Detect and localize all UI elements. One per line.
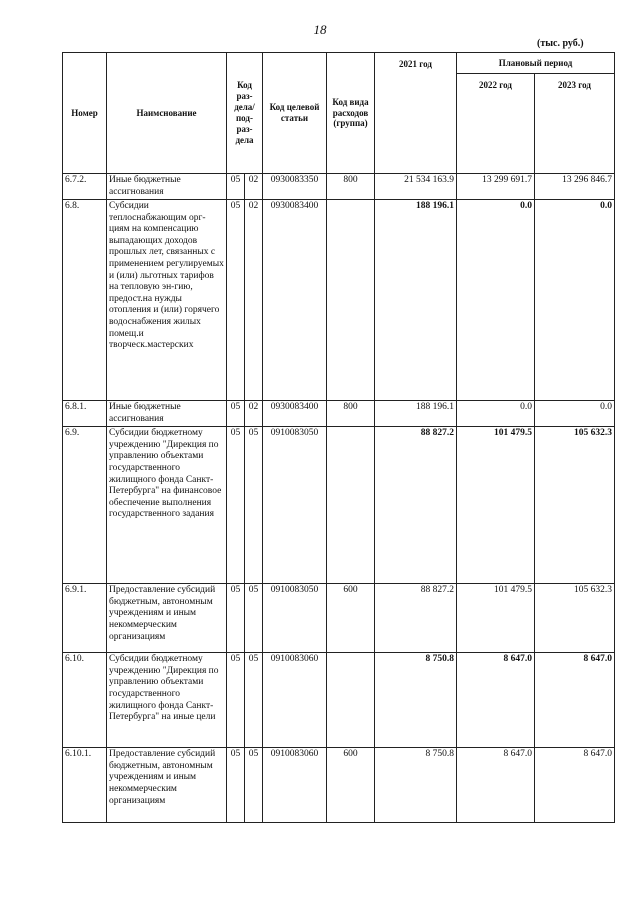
row-2021: 8 750.8 <box>375 653 457 748</box>
row-2023: 8 647.0 <box>535 653 615 748</box>
header-target-code: Код целевой статьи <box>263 53 327 174</box>
row-2022: 8 647.0 <box>457 748 535 823</box>
row-2021: 188 196.1 <box>375 200 457 401</box>
table-row <box>63 174 615 200</box>
row-target-code: 0930083400 <box>263 200 327 401</box>
row-subsection: 05 <box>245 427 263 584</box>
header-number: Номер <box>63 53 107 174</box>
row-2023: 13 296 846.7 <box>535 174 615 200</box>
header-year-2022: 2022 год <box>457 74 535 174</box>
row-name: Иные бюджетные ассигнования <box>107 401 227 427</box>
row-number: 6.8.1. <box>63 401 107 427</box>
row-number: 6.10.1. <box>63 748 107 823</box>
table-row <box>63 401 615 427</box>
row-expense-code: 600 <box>327 748 375 823</box>
row-number: 6.10. <box>63 653 107 748</box>
header-name: Наимснование <box>107 53 227 174</box>
row-subsection: 02 <box>245 401 263 427</box>
row-section: 05 <box>227 427 245 584</box>
row-name: Субсидии теплоснабжающим орг-циям на компенсацию выпадающих доходов прошлых лет, связанных с применением регулируемых и (или) льготных тарифов на тепловую эн-гию, предост.на нужды отопления и (или) горячего водоснабжения жилых помещ.и творческ.мастерских <box>107 200 227 401</box>
row-section: 05 <box>227 584 245 653</box>
row-expense-code: 600 <box>327 584 375 653</box>
row-section: 05 <box>227 748 245 823</box>
row-number: 6.9.1. <box>63 584 107 653</box>
row-subsection: 05 <box>245 653 263 748</box>
row-2023: 8 647.0 <box>535 748 615 823</box>
table-row <box>63 748 615 823</box>
row-expense-code <box>327 200 375 401</box>
row-expense-code: 800 <box>327 174 375 200</box>
row-target-code: 0910083050 <box>263 427 327 584</box>
row-subsection: 05 <box>245 748 263 823</box>
row-2021: 88 827.2 <box>375 584 457 653</box>
header-year-2023: 2023 год <box>535 74 615 174</box>
row-2022: 0.0 <box>457 200 535 401</box>
row-2023: 105 632.3 <box>535 427 615 584</box>
row-target-code: 0930083350 <box>263 174 327 200</box>
row-2022: 101 479.5 <box>457 427 535 584</box>
header-year-2021: 2021 год <box>375 53 457 174</box>
table-row <box>63 584 615 653</box>
row-target-code: 0910083060 <box>263 653 327 748</box>
row-2021: 21 534 163.9 <box>375 174 457 200</box>
row-2022: 13 299 691.7 <box>457 174 535 200</box>
row-number: 6.7.2. <box>63 174 107 200</box>
row-2021: 8 750.8 <box>375 748 457 823</box>
row-name: Иные бюджетные ассигнования <box>107 174 227 200</box>
row-subsection: 02 <box>245 200 263 401</box>
table-header <box>63 53 615 174</box>
row-section: 05 <box>227 401 245 427</box>
row-name: Предоставление субсидий бюджетным, автономным учреждениям и иным некоммерческим организациям <box>107 584 227 653</box>
row-number: 6.9. <box>63 427 107 584</box>
table-row <box>63 653 615 748</box>
header-expense-code: Код вида расходов (группа) <box>327 53 375 174</box>
row-2023: 105 632.3 <box>535 584 615 653</box>
row-target-code: 0930083400 <box>263 401 327 427</box>
row-name: Предоставление субсидий бюджетным, автономным учреждениям и иным некоммерческим организациям <box>107 748 227 823</box>
row-2023: 0.0 <box>535 200 615 401</box>
row-2021: 188 196.1 <box>375 401 457 427</box>
row-section: 05 <box>227 200 245 401</box>
row-expense-code <box>327 427 375 584</box>
row-2022: 8 647.0 <box>457 653 535 748</box>
row-2022: 101 479.5 <box>457 584 535 653</box>
page-number: 18 <box>313 22 327 37</box>
row-name: Субсидии бюджетному учреждению "Дирекция по управлению объектами государственного жилищного фонда Санкт-Петербурга" на иные цели <box>107 653 227 748</box>
row-subsection: 05 <box>245 584 263 653</box>
budget-table <box>62 52 615 823</box>
row-section: 05 <box>227 653 245 748</box>
row-expense-code <box>327 653 375 748</box>
row-section: 05 <box>227 174 245 200</box>
row-subsection: 02 <box>245 174 263 200</box>
row-2023: 0.0 <box>535 401 615 427</box>
row-name: Субсидии бюджетному учреждению "Дирекция по управлению объектами государственного жилищного фонда Санкт-Петербурга" на финансовое обеспечение выполнения государственного задания <box>107 427 227 584</box>
row-target-code: 0910083050 <box>263 584 327 653</box>
units-label: (тыс. руб.) <box>537 38 584 49</box>
header-planning-period: Плановый период <box>457 53 615 74</box>
table-row <box>63 200 615 401</box>
row-2021: 88 827.2 <box>375 427 457 584</box>
table-row <box>63 427 615 584</box>
row-target-code: 0910083060 <box>263 748 327 823</box>
row-number: 6.8. <box>63 200 107 401</box>
header-section-code: Код раз-дела/ под-раз-дела <box>227 53 263 174</box>
row-expense-code: 800 <box>327 401 375 427</box>
row-2022: 0.0 <box>457 401 535 427</box>
